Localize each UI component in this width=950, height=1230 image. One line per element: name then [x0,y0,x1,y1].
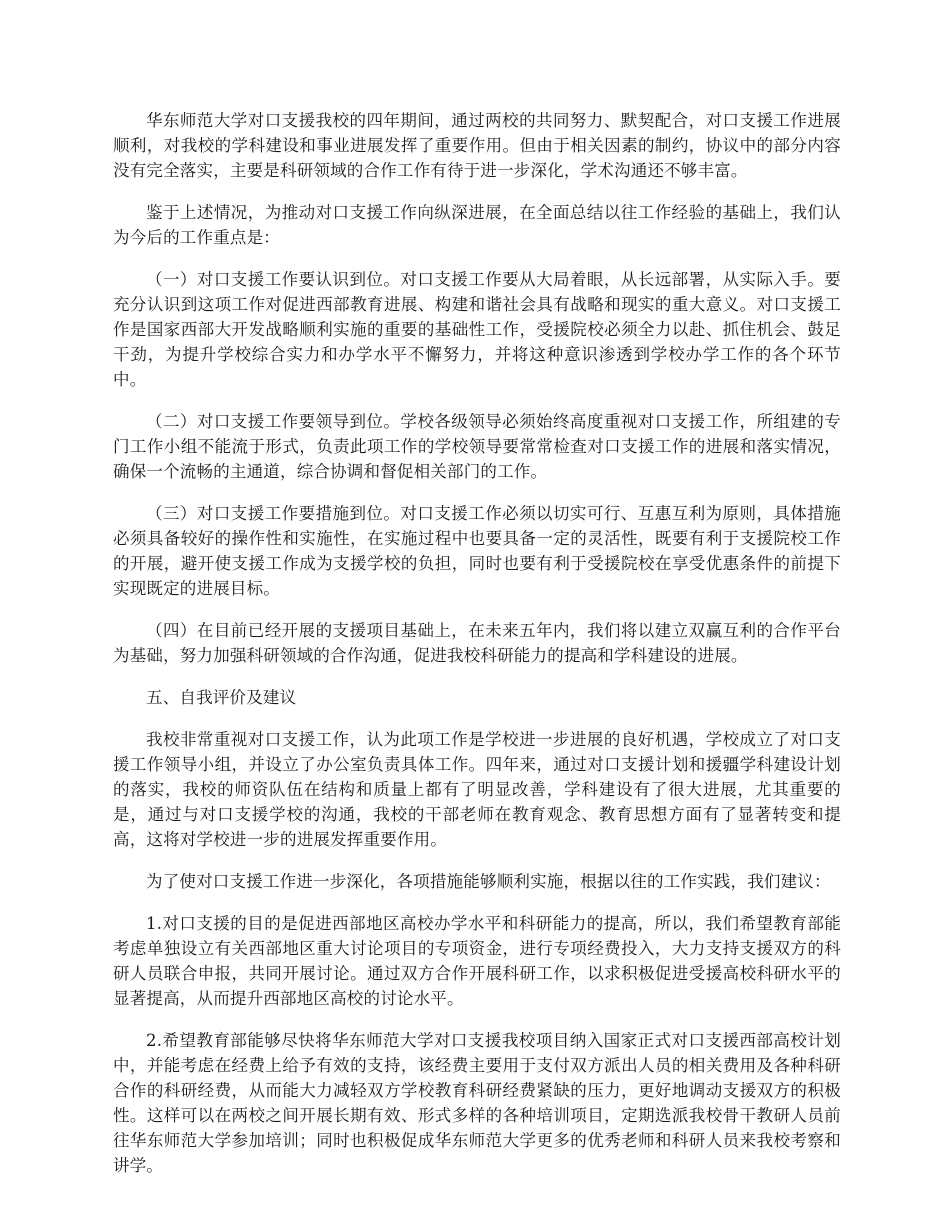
paragraph-self-evaluation: 我校非常重视对口支援工作，认为此项工作是学校进一步进展的良好机遇，学校成立了对口支援工作领导小组，并设立了办公室负责具体工作。四年来，通过对口支援计划和援疆学科建设计划的落实，我校的师资队伍在结构和质量上都有了明显改善，学科建设有了很大进展，尤其重要的是，通过与对口支援学校的沟通，我校的干部老师在教育观念、教育思想方面有了显著转变和提高，这将对学校进一步的进展发挥重要作用。 [113,730,841,849]
paragraph-point-1: （一）对口支援工作要认识到位。对口支援工作要从大局着眼，从长远部署，从实际入手。要充分认识到这项工作对促进西部教育进展、构建和谐社会具有战略和现实的重大意义。对口支援工作是国家西部大开发战略顺利实施的重要的基础性工作，受援院校必须全力以赴、抓住机会、鼓足干劲，为提升学校综合实力和办学水平不懈努力，并将这种意识渗透到学校办学工作的各个环节中。 [113,270,841,389]
paragraph-suggestion-intro: 为了使对口支援工作进一步深化，各项措施能够顺利实施，根据以往的工作实践，我们建议： [146,872,831,891]
section-heading: 五、自我评价及建议 [146,688,297,707]
paragraph-point-4: （四）在目前已经开展的支援项目基础上，在未来五年内，我们将以建立双赢互利的合作平台为基础，努力加强科研领域的合作沟通，促进我校科研能力的提高和学科建设的进展。 [113,621,841,665]
paragraph-suggestion-2: 2.希望教育部能够尽快将华东师范大学对口支援我校项目纳入国家正式对口支援西部高校计划中，并能考虑在经费上给予有效的支持，该经费主要用于支付双方派出人员的相关费用及各种科研合作的科研经费，从而能大力减轻双方学校教育科研经费紧缺的压力，更好地调动支援双方的积极性。这样可以在两校之间开展长期有效、形式多样的各种培训项目，定期选派我校骨干教研人员前往华东师范大学参加培训；同时也积极促成华东师范大学更多的优秀老师和科研人员来我校考察和讲学。 [113,1031,841,1175]
paragraph-point-2: （二）对口支援工作要领导到位。学校各级领导必须始终高度重视对口支援工作，所组建的专门工作小组不能流于形式，负责此项工作的学校领导要常常检查对口支援工作的进展和落实情况，确保一个流畅的主通道，综合协调和督促相关部门的工作。 [113,412,841,481]
paragraph-summary: 华东师范大学对口支援我校的四年期间，通过两校的共同努力、默契配合，对口支援工作进展顺利，对我校的学科建设和事业进展发挥了重要作用。但由于相关因素的制约，协议中的部分内容没有完全落实，主要是科研领域的合作工作有待于进一步深化，学术沟通还不够丰富。 [113,111,841,180]
paragraph-point-3: （三）对口支援工作要措施到位。对口支援工作必须以切实可行、互惠互利为原则，具体措施必须具备较好的操作性和实施性，在实施过程中也要具备一定的灵活性，既要有利于支援院校工作的开展，避开使支援工作成为支援学校的负担，同时也要有利于受援院校在享受优惠条件的前提下实现既定的进展目标。 [113,504,841,598]
paragraph-focus-intro: 鉴于上述情况，为推动对口支援工作向纵深进展，在全面总结以往工作经验的基础上，我们认为今后的工作重点是： [113,203,841,247]
document-body [113,108,841,1195]
paragraph-suggestion-1: 1.对口支援的目的是促进西部地区高校办学水平和科研能力的提高，所以，我们希望教育部能考虑单独设立有关西部地区重大讨论项目的专项资金，进行专项经费投入，大力支持支援双方的科研人员联合申报，共同开展讨论。通过双方合作开展科研工作，以求积极促进受援高校科研水平的显著提高，从而提升西部地区高校的讨论水平。 [113,914,841,1008]
